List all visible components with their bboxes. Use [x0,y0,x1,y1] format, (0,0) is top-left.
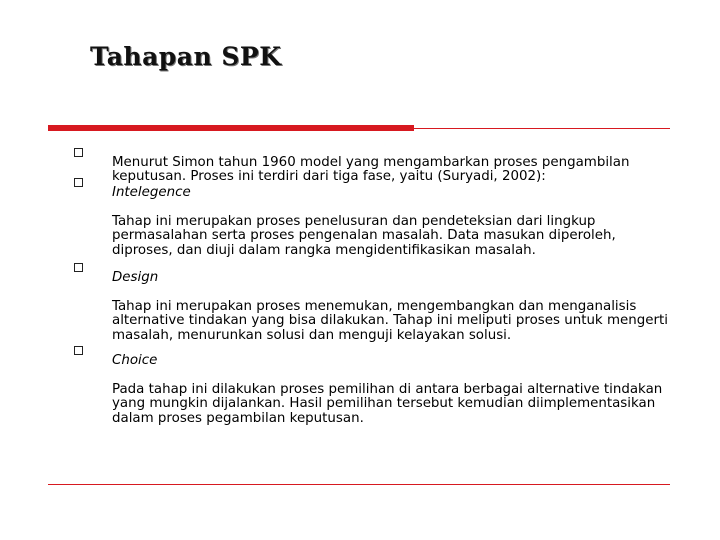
intelegence-text: Tahap ini merupakan proses penelusuran dan pendeteksian dari lingkup permasalahan serta proses pengenalan masalah. Data masukan diperoleh, diproses, dan diuji dalam rangka mengidentifikasikan masalah. [112,213,616,258]
bottom-rule [48,484,670,485]
slide-title: Tahapan SPK [90,42,282,71]
intelegence-heading: Intelegence [112,184,191,200]
top-thin-rule [414,128,670,129]
choice-heading: Choice [112,352,158,368]
square-bullet-icon [74,178,83,187]
design-text: Tahap ini merupakan proses menemukan, mengembangkan dan menganalisis alternative tindakan yang bisa dilakukan. Tahap ini meliputi proses untuk mengerti masalah, menurunkan solusi dan menguji kelayakan solusi. [112,298,668,343]
square-bullet-icon [74,148,83,157]
square-bullet-icon [74,346,83,355]
design-heading: Design [112,269,159,285]
intro-text: Menurut Simon tahun 1960 model yang mengambarkan proses pengambilan keputusan. Proses ini terdiri dari tiga fase, yaitu (Suryadi, 2002): [112,154,630,185]
square-bullet-icon [74,263,83,272]
choice-paragraph [112,339,672,441]
choice-text: Pada tahap ini dilakukan proses pemilihan di antara berbagai alternative tindakan yang mungkin dijalankan. Hasil pemilihan tersebut kemudian diimplementasikan dalam proses pegambilan keputusan. [112,381,663,426]
